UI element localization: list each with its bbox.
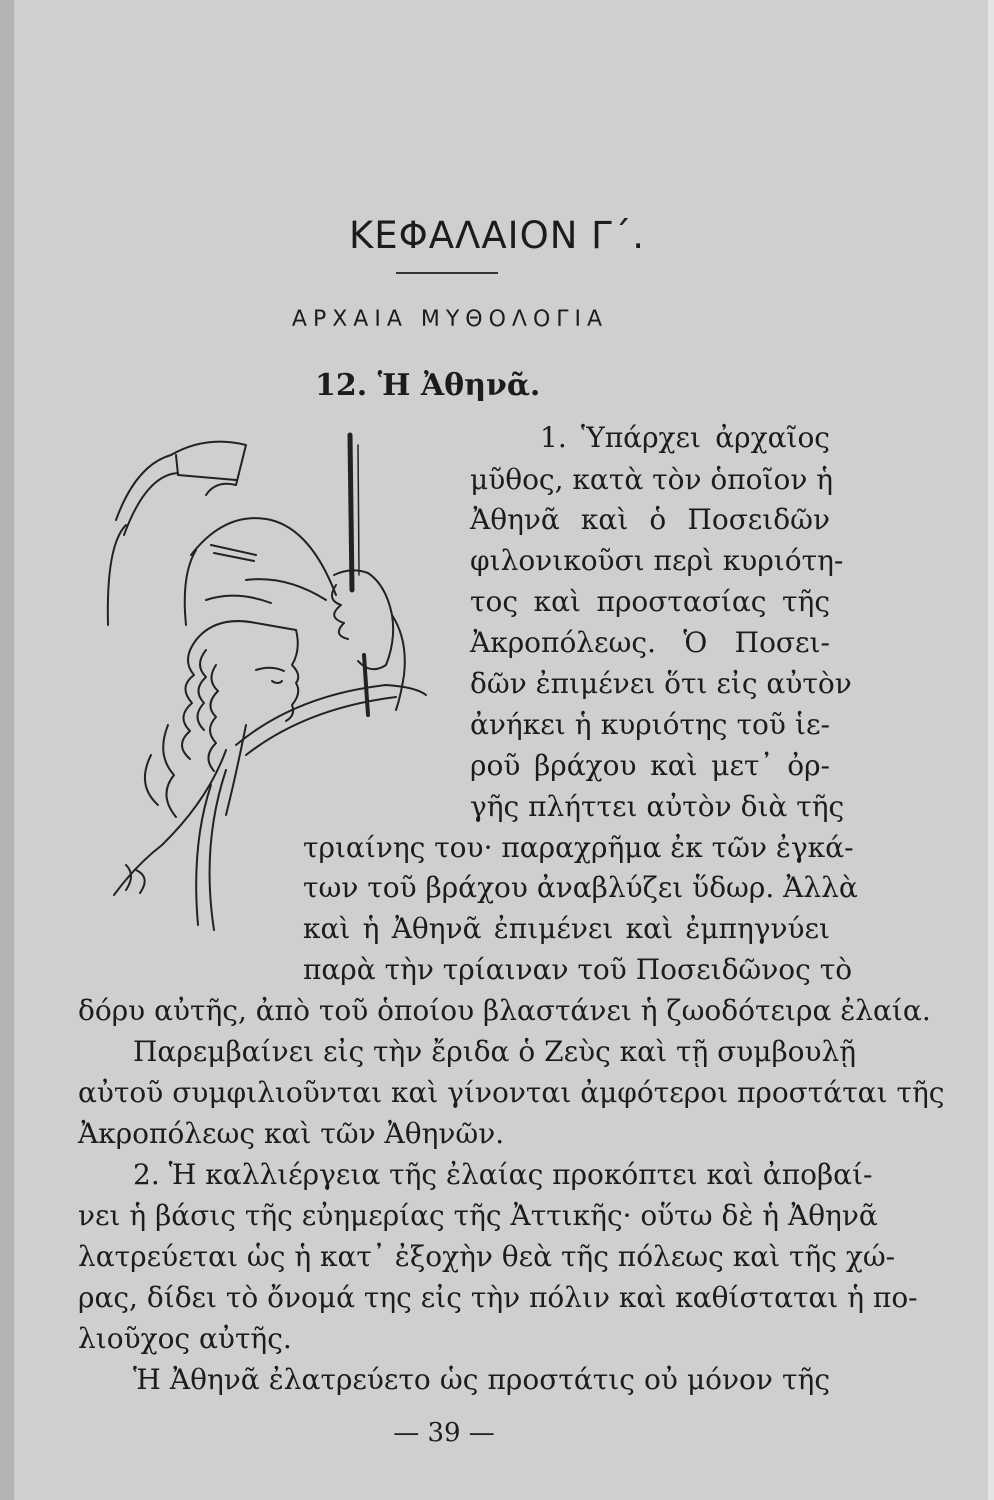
text-line: Ἀκροπόλεως. Ὁ Ποσει- [470, 626, 830, 659]
text-line: λατρεύεται ὡς ἡ κατ᾽ ἐξοχὴν θεὰ τῆς πόλεως καὶ τῆς χώ- [78, 1240, 896, 1273]
text-line: φιλονικοῦσι περὶ κυριότη- [470, 544, 844, 577]
text-line: Ἡ Ἀθηνᾶ ἐλατρεύετο ὡς προστάτις οὐ μόνον τῆς [133, 1363, 830, 1396]
chapter-title: ΚΕΦΑΛΑΙΟΝ Γ΄. [348, 214, 646, 257]
text-line: ἀνήκει ἡ κυριότης τοῦ ἱε- [470, 708, 830, 741]
text-line: τριαίνης του· παραχρῆμα ἐκ τῶν ἐγκά- [303, 831, 854, 864]
text-line: αὐτοῦ συμφιλιοῦνται καὶ γίνονται ἀμφότεροι προστάται τῆς [78, 1076, 945, 1109]
text-line: Ἀκροπόλεως καὶ τῶν Ἀθηνῶν. [78, 1117, 505, 1150]
text-line: 2. Ἡ καλλιέργεια τῆς ἐλαίας προκόπτει καὶ ἀποβαί- [133, 1158, 873, 1191]
section-title: 12. Ἡ Ἀθηνᾶ. [315, 368, 541, 403]
text-line: καὶ ἡ Ἀθηνᾶ ἐπιμένει καὶ ἐμπηγνύει [303, 912, 830, 945]
text-line: παρὰ τὴν τρίαιναν τοῦ Ποσειδῶνος τὸ [303, 953, 853, 986]
text-line: ρας, δίδει τὸ ὄνομά της εἰς τὴν πόλιν καὶ καθίσταται ἡ πο- [78, 1281, 918, 1314]
text-line: Ἀθηνᾶ καὶ ὁ Ποσειδῶν [470, 503, 830, 536]
text-line: δόρυ αὐτῆς, ἀπὸ τοῦ ὁποίου βλαστάνει ἡ ζωοδότειρα ἐλαία. [78, 994, 931, 1027]
text-line: ροῦ βράχου καὶ μετ᾽ ὀρ- [470, 749, 830, 782]
text-line: λιοῦχος αὐτῆς. [78, 1322, 292, 1355]
text-line: τος καὶ προστασίας τῆς [470, 585, 830, 618]
text-line: νει ἡ βάσις τῆς εὐημερίας τῆς Ἀττικῆς· οὕτω δὲ ἡ Ἀθηνᾶ [78, 1199, 878, 1232]
text-line: μῦθος, κατὰ τὸν ὁποῖον ἡ [470, 463, 834, 496]
text-line: δῶν ἐπιμένει ὅτι εἰς αὐτὸν [470, 667, 852, 700]
title-rule [396, 272, 498, 274]
page-number: — 39 — [393, 1418, 495, 1448]
chapter-subtitle: ΑΡΧΑΙΑ ΜΥΘΟΛΟΓΙΑ [291, 307, 609, 332]
text-line: γῆς πλήττει αὐτὸν διὰ τῆς [470, 790, 845, 823]
text-line: 1. Ὑπάρχει ἀρχαῖος [540, 421, 830, 454]
text-line: των τοῦ βράχου ἀναβλύζει ὕδωρ. Ἀλλὰ [303, 871, 858, 904]
text-line: Παρεμβαίνει εἰς τὴν ἔριδα ὁ Ζεὺς καὶ τῇ συμβουλῇ [133, 1035, 857, 1068]
